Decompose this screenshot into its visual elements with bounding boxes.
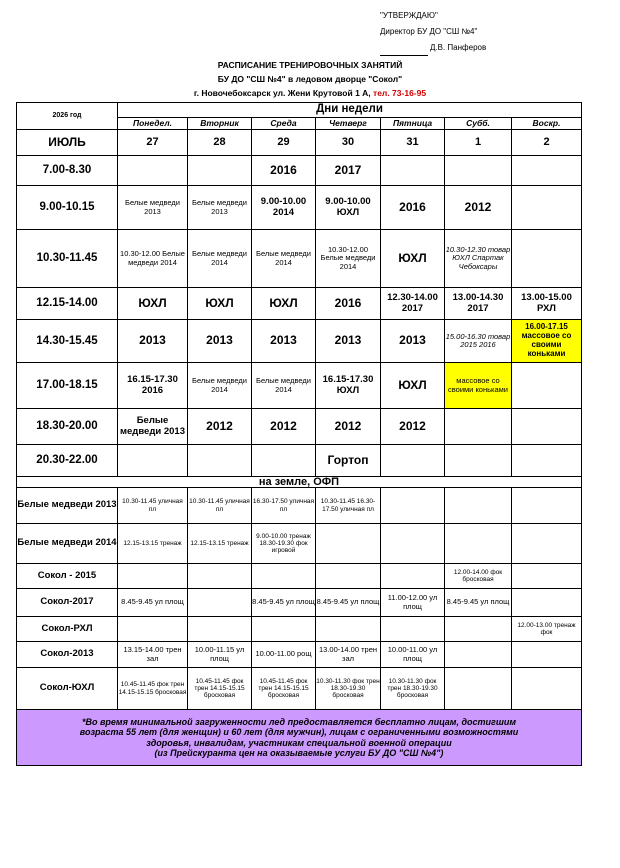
land-cell: 11.00-12.00 ул площ bbox=[381, 589, 445, 617]
land-cell: 8.45-9.45 ул площ bbox=[445, 589, 512, 617]
time-slot: 7.00-8.30 bbox=[17, 156, 118, 186]
ice-cell: 2013 bbox=[118, 320, 188, 363]
ice-cell: 16.00-17.15 массовое со своими коньками bbox=[512, 320, 582, 363]
date-header-3: 30 bbox=[316, 130, 381, 156]
ice-row bbox=[17, 363, 582, 409]
group-name: Сокол - 2015 bbox=[17, 564, 118, 589]
land-cell bbox=[512, 642, 582, 668]
land-row bbox=[17, 488, 582, 524]
ice-cell: Белые медведи 2013 bbox=[118, 409, 188, 445]
land-cell bbox=[188, 589, 252, 617]
ice-cell: 2012 bbox=[188, 409, 252, 445]
land-cell bbox=[512, 524, 582, 564]
ice-cell: Белые медведи 2014 bbox=[252, 363, 316, 409]
time-slot: 10.30-11.45 bbox=[17, 230, 118, 288]
ice-cell: Гортоп bbox=[316, 445, 381, 477]
date-header-1: 28 bbox=[188, 130, 252, 156]
time-slot: 18.30-20.00 bbox=[17, 409, 118, 445]
land-cell: 8.45-9.45 ул площ bbox=[316, 589, 381, 617]
ice-cell bbox=[118, 156, 188, 186]
land-cell bbox=[316, 617, 381, 642]
time-slot: 14.30-15.45 bbox=[17, 320, 118, 363]
approval-signature bbox=[380, 40, 486, 56]
land-cell bbox=[316, 564, 381, 589]
ice-cell: Белые медведи 2013 bbox=[118, 186, 188, 230]
land-cell: 16.30-17.50 уличная пл bbox=[252, 488, 316, 524]
ice-cell bbox=[445, 409, 512, 445]
address-text: г. Новочебоксарск ул. Жени Крутовой 1 А, bbox=[193, 88, 371, 98]
land-cell bbox=[445, 642, 512, 668]
ice-cell bbox=[445, 156, 512, 186]
ice-cell: 16.15-17.30 2016 bbox=[118, 363, 188, 409]
ice-cell bbox=[512, 409, 582, 445]
land-cell: 8.45-9.45 ул площ bbox=[252, 589, 316, 617]
ice-cell: 2012 bbox=[252, 409, 316, 445]
ice-cell: Белые медведи 2014 bbox=[252, 230, 316, 288]
header-row-year bbox=[17, 103, 582, 118]
group-name: Сокол-РХЛ bbox=[17, 617, 118, 642]
land-cell: 10.30-11.30 фок трен 18.30-19.30 бросковая bbox=[316, 668, 381, 710]
ice-cell: 12.30-14.00 2017 bbox=[381, 288, 445, 320]
footnote-line3: здоровья, инвалидам, участникам специальной военной операции bbox=[146, 737, 452, 748]
ice-cell: Белые медведи 2013 bbox=[188, 186, 252, 230]
ice-cell bbox=[445, 445, 512, 477]
land-cell bbox=[512, 668, 582, 710]
land-cell bbox=[512, 589, 582, 617]
ice-cell bbox=[252, 445, 316, 477]
land-cell: 10.00-11.00 ул площ bbox=[381, 642, 445, 668]
year-cell: 2026 год bbox=[17, 103, 118, 130]
land-cell bbox=[445, 524, 512, 564]
ice-cell: ЮХЛ bbox=[188, 288, 252, 320]
ice-cell: ЮХЛ bbox=[381, 230, 445, 288]
land-row bbox=[17, 668, 582, 710]
footnote-line4: (из Прейскуранта цен на оказываемые услуги БУ ДО "СШ №4") bbox=[154, 747, 444, 758]
land-cell bbox=[445, 617, 512, 642]
ice-cell: 9.00-10.00 ЮХЛ bbox=[316, 186, 381, 230]
land-cell bbox=[381, 524, 445, 564]
ice-cell: массовое со своими коньками bbox=[445, 363, 512, 409]
land-row bbox=[17, 642, 582, 668]
footnote-line1: *Во время минимальной загруженности лед предоставляется бесплатно лицам, достигшим bbox=[81, 717, 516, 728]
approval-block bbox=[380, 8, 486, 56]
land-cell: 10.45-11.45 фок трен 14.15-15.15 бросковая bbox=[118, 668, 188, 710]
ice-cell: 2013 bbox=[188, 320, 252, 363]
ice-cell: 10.30-12.00 Белые медведи 2014 bbox=[316, 230, 381, 288]
schedule-subtitle: БУ ДО "СШ №4" в ледовом дворце "Сокол" bbox=[217, 74, 403, 84]
ice-cell bbox=[118, 445, 188, 477]
ice-cell: ЮХЛ bbox=[118, 288, 188, 320]
land-cell bbox=[512, 564, 582, 589]
ice-cell: ЮХЛ bbox=[381, 363, 445, 409]
ice-cell: Белые медведи 2014 bbox=[188, 363, 252, 409]
land-cell: 10.30-11.45 уличная пл bbox=[188, 488, 252, 524]
land-cell: 12.15-13.15 тренаж bbox=[188, 524, 252, 564]
group-name: Сокол-2017 bbox=[17, 589, 118, 617]
day-header-1: Вторник bbox=[188, 117, 252, 129]
ice-cell: 2012 bbox=[316, 409, 381, 445]
footnote bbox=[17, 710, 582, 766]
land-row bbox=[17, 589, 582, 617]
ice-row bbox=[17, 186, 582, 230]
ice-cell: 2012 bbox=[445, 186, 512, 230]
days-title: Дни недели bbox=[118, 103, 582, 118]
signature-line bbox=[380, 47, 428, 56]
time-slot: 17.00-18.15 bbox=[17, 363, 118, 409]
schedule-table bbox=[16, 102, 582, 766]
date-header-5: 1 bbox=[445, 130, 512, 156]
ice-cell: 2016 bbox=[316, 288, 381, 320]
ice-cell: 2013 bbox=[316, 320, 381, 363]
day-header-3: Четверг bbox=[316, 117, 381, 129]
ice-row bbox=[17, 288, 582, 320]
land-cell: 10.45-11.45 фок трен 14.15-15.15 бросковая bbox=[252, 668, 316, 710]
land-cell: 10.30-11.45 уличная пл bbox=[118, 488, 188, 524]
ice-cell: 13.00-15.00 РХЛ bbox=[512, 288, 582, 320]
approval-position: Директор БУ ДО "СШ №4" bbox=[380, 27, 478, 36]
land-cell: 9.00-10.00 тренаж 18.30-19.30 фок игровой bbox=[252, 524, 316, 564]
footnote-line2: возраста 55 лет (для женщин) и 60 лет (для мужчин), лицам с ограниченными возможностями bbox=[79, 727, 519, 738]
land-cell: 13.15-14.00 трен зал bbox=[118, 642, 188, 668]
time-slot: 9.00-10.15 bbox=[17, 186, 118, 230]
ice-cell: 13.00-14.30 2017 bbox=[445, 288, 512, 320]
approval-title: "УТВЕРЖДАЮ" bbox=[380, 11, 438, 20]
land-cell: 12.00-14.00 фок бросковая bbox=[445, 564, 512, 589]
date-header-4: 31 bbox=[381, 130, 445, 156]
ice-cell bbox=[512, 156, 582, 186]
land-cell: 10.00-11.00 рощ bbox=[252, 642, 316, 668]
land-row bbox=[17, 617, 582, 642]
ice-cell bbox=[512, 445, 582, 477]
ice-cell bbox=[512, 186, 582, 230]
land-cell bbox=[118, 564, 188, 589]
land-cell: 10.30-11.30 фок трен 18.30-19.30 бросковая bbox=[381, 668, 445, 710]
group-name: Сокол-ЮХЛ bbox=[17, 668, 118, 710]
land-cell: 10.00-11.15 ул площ bbox=[188, 642, 252, 668]
ice-cell: 2013 bbox=[252, 320, 316, 363]
ice-cell bbox=[188, 156, 252, 186]
group-name: Белые медведи 2014 bbox=[17, 524, 118, 564]
date-header-0: 27 bbox=[118, 130, 188, 156]
land-cell bbox=[188, 617, 252, 642]
group-name: Белые медведи 2013 bbox=[17, 488, 118, 524]
approval-name: Д.В. Панферов bbox=[430, 43, 487, 52]
ice-cell bbox=[381, 156, 445, 186]
ice-cell: 10.30-12.30 товар ЮХЛ Спартак Чебоксары bbox=[445, 230, 512, 288]
time-slot: 20.30-22.00 bbox=[17, 445, 118, 477]
land-row bbox=[17, 524, 582, 564]
day-header-0: Понедел. bbox=[118, 117, 188, 129]
ice-cell bbox=[188, 445, 252, 477]
ice-cell: 15.00-16.30 товар 2015 2016 bbox=[445, 320, 512, 363]
day-header-6: Воскр. bbox=[512, 117, 582, 129]
ice-cell: 2016 bbox=[381, 186, 445, 230]
land-cell bbox=[381, 564, 445, 589]
schedule-title: РАСПИСАНИЕ ТРЕНИРОВОЧНЫХ ЗАНЯТИЙ bbox=[217, 60, 403, 70]
header-row-dates bbox=[17, 130, 582, 156]
date-header-6: 2 bbox=[512, 130, 582, 156]
day-header-4: Пятница bbox=[381, 117, 445, 129]
land-cell bbox=[512, 488, 582, 524]
ice-cell: 2016 bbox=[252, 156, 316, 186]
ice-cell: 2013 bbox=[381, 320, 445, 363]
land-cell bbox=[316, 524, 381, 564]
land-cell: 10.30-11.45 16.30-17.50 уличная пл bbox=[316, 488, 381, 524]
land-cell: 12.00-13.00 тренаж фок bbox=[512, 617, 582, 642]
time-slot: 12.15-14.00 bbox=[17, 288, 118, 320]
ice-cell bbox=[512, 363, 582, 409]
ice-cell: 2017 bbox=[316, 156, 381, 186]
footnote-row bbox=[17, 710, 582, 766]
ice-cell bbox=[381, 445, 445, 477]
land-cell: 10.45-11.45 фок трен 14.15-15.15 бросковая bbox=[188, 668, 252, 710]
land-cell: 8.45-9.45 ул площ bbox=[118, 589, 188, 617]
ice-cell: 9.00-10.00 2014 bbox=[252, 186, 316, 230]
ice-cell: Белые медведи 2014 bbox=[188, 230, 252, 288]
ice-row bbox=[17, 156, 582, 186]
land-cell bbox=[381, 488, 445, 524]
ice-cell: 16.15-17.30 ЮХЛ bbox=[316, 363, 381, 409]
ice-cell bbox=[512, 230, 582, 288]
land-cell bbox=[118, 617, 188, 642]
ice-cell: 2012 bbox=[381, 409, 445, 445]
land-cell bbox=[381, 617, 445, 642]
land-row bbox=[17, 564, 582, 589]
phone-number: тел. 73-16-95 bbox=[373, 88, 427, 98]
land-cell bbox=[252, 617, 316, 642]
ice-row bbox=[17, 409, 582, 445]
land-cell bbox=[252, 564, 316, 589]
land-section-row bbox=[17, 477, 582, 488]
land-cell: 12.15-13.15 тренаж bbox=[118, 524, 188, 564]
month-cell: ИЮЛЬ bbox=[17, 130, 118, 156]
date-header-2: 29 bbox=[252, 130, 316, 156]
land-cell bbox=[188, 564, 252, 589]
land-cell bbox=[445, 668, 512, 710]
schedule-address bbox=[0, 88, 620, 98]
ice-cell: 10.30-12.00 Белые медведи 2014 bbox=[118, 230, 188, 288]
day-header-5: Субб. bbox=[445, 117, 512, 129]
day-header-2: Среда bbox=[252, 117, 316, 129]
ice-cell: ЮХЛ bbox=[252, 288, 316, 320]
ice-row bbox=[17, 320, 582, 363]
land-cell: 13.00-14.00 трен зал bbox=[316, 642, 381, 668]
land-cell bbox=[445, 488, 512, 524]
group-name: Сокол-2013 bbox=[17, 642, 118, 668]
ice-row bbox=[17, 445, 582, 477]
land-section-title: на земле, ОФП bbox=[17, 477, 582, 488]
ice-row bbox=[17, 230, 582, 288]
